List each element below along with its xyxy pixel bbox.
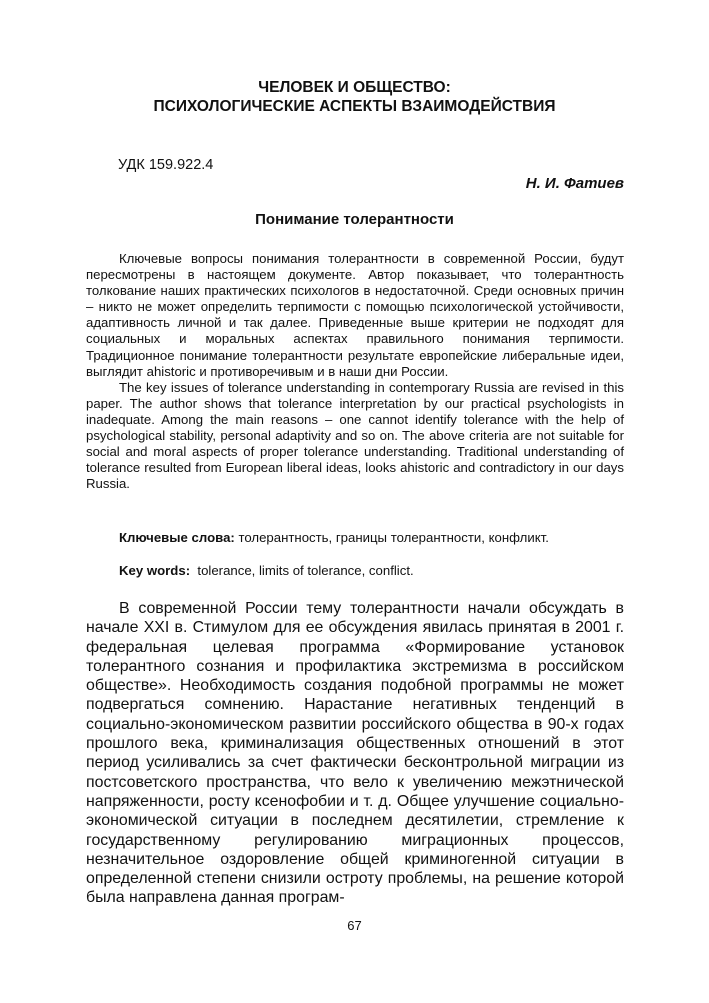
article-title: Понимание толерантности	[255, 211, 454, 228]
abstract	[86, 251, 624, 492]
abstract-english: The key issues of tolerance understanding in contemporary Russia are revised in this paper. The author shows that tolerance interpretation by our practical psychologists in inadequate. Among the main reasons – one cannot identify tolerance with the help of psychological stability, personal adaptivity and so on. The above criteria are not suitable for social and moral aspects of proper tolerance understanding. Traditional understanding of tolerance resulted from European liberal ideas, looks ahistoric and contradictory in our days Russia.	[86, 379, 624, 492]
keywords-english	[119, 563, 414, 578]
page-number: 67	[347, 918, 362, 933]
section-title-line-2: ПСИХОЛОГИЧЕСКИЕ АСПЕКТЫ ВЗАИМОДЕЙСТВИЯ	[153, 98, 556, 115]
keywords-russian-text: толерантность, границы толерантности, конфликт.	[234, 530, 549, 545]
keywords-russian-label: Ключевые слова:	[119, 530, 235, 545]
keywords-english-label: Key words:	[119, 563, 191, 578]
udk-code: УДК 159.922.4	[118, 157, 214, 173]
abstract-russian: Ключевые вопросы понимания толерантности в современной России, будут пересмотрены в настоящем документе. Автор показывает, что толерантность толкование наших практических психологов в недостаточной. Среди основных причин – никто не может определить терпимости с помощью психологической устойчивости, адаптивность личной и так далее. Приведенные выше критерии не подходят для социальных и моральных аспектах правильного понимания терпимости. Традиционное понимание толерантности результате европейские либеральные идеи, выглядит ahistoric и противоречивым и в наши дни России.	[86, 251, 624, 379]
section-title	[80, 78, 629, 116]
body-paragraph: В современной России тему толерантности начали обсуждать в начале XXI в. Стимулом для ее обсуждения явилась принятая в 2001 г. федеральная целевая программа «Формирование установок толерантного сознания и профилактика экстремизма в российском обществе». Необходимость создания подобной программы не может подвергаться сомнению. Нарастание негативных тенденций в социально-экономическом развитии российского общества в 90-х годах прошлого века, криминализация общественных отношений в этот период усиливались за счет фактически бесконтрольной миграции из постсоветского пространства, что вело к увеличению межэтнической напряженности, росту ксенофобии и т. д. Общее улучшение социально-экономической ситуации в последнем десятилетии, стремление к государственному регулированию миграционных процессов, незначительное оздоровление общей криминогенной ситуации в определенной степени снизили остроту проблемы, на решение которой была направлена данная програм-	[86, 600, 624, 907]
keywords-russian	[119, 530, 549, 545]
keywords-english-text: tolerance, limits of tolerance, conflict.	[190, 563, 414, 578]
body-text	[86, 599, 624, 908]
author-name: Н. И. Фатиев	[525, 175, 624, 192]
section-title-line-1: ЧЕЛОВЕК И ОБЩЕСТВО:	[258, 79, 451, 96]
